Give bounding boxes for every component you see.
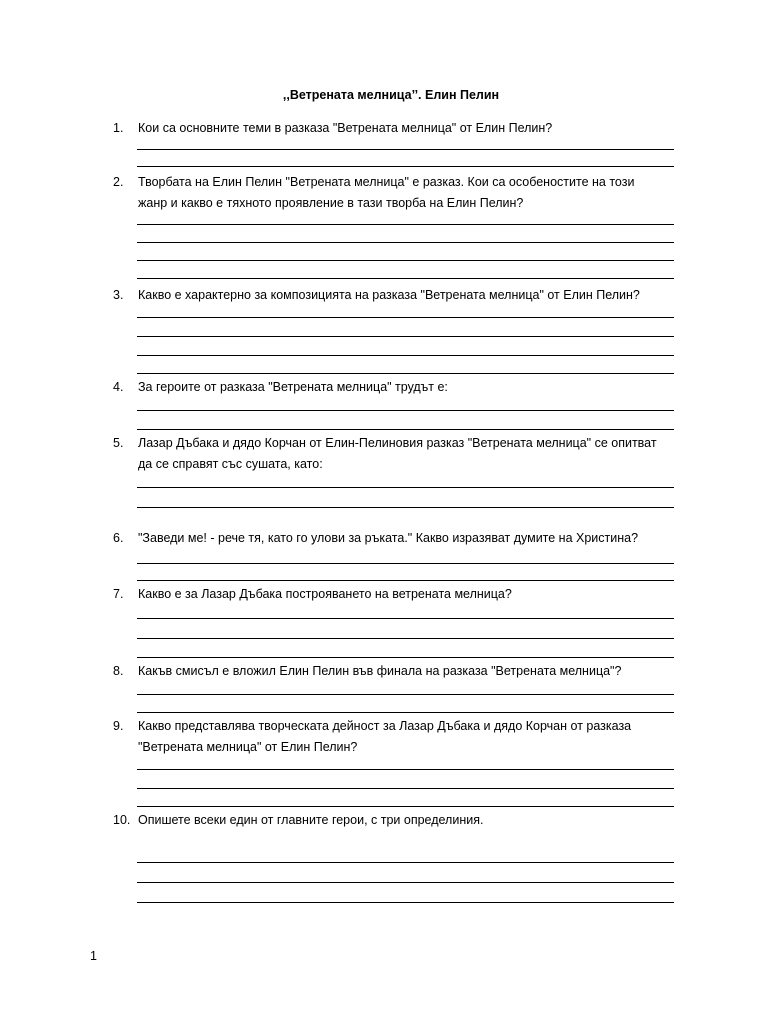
question-number: 5. (113, 436, 124, 450)
question-4 (113, 377, 678, 398)
answer-line[interactable] (137, 563, 674, 564)
answer-line[interactable] (137, 788, 674, 789)
question-6 (113, 528, 678, 549)
question-3 (113, 285, 678, 306)
answer-line[interactable] (137, 317, 674, 318)
question-number: 6. (113, 531, 124, 545)
question-text: За героите от разказа "Ветрената мелница" трудът е: (138, 380, 448, 394)
answer-line[interactable] (137, 507, 674, 508)
answer-line[interactable] (137, 166, 674, 167)
answer-line[interactable] (137, 638, 674, 639)
answer-line[interactable] (137, 769, 674, 770)
answer-line[interactable] (137, 278, 674, 279)
answer-line[interactable] (137, 806, 674, 807)
answer-line[interactable] (137, 580, 674, 581)
question-number: 7. (113, 587, 124, 601)
question-2 (113, 172, 678, 214)
question-number: 2. (113, 175, 124, 189)
question-8 (113, 661, 678, 682)
question-1 (113, 118, 678, 139)
question-text: Творбата на Елин Пелин "Ветрената мелница" е разказ. Кои са особеностите на този жанр и какво е тяхното проявление в тази творба на Елин Пелин? (138, 175, 635, 210)
question-text: Лазар Дъбака и дядо Корчан от Елин-Пелиновия разказ "Ветрената мелница" се опитват да се справят със сушата, като: (138, 436, 657, 471)
answer-line[interactable] (137, 410, 674, 411)
answer-line[interactable] (137, 355, 674, 356)
answer-line[interactable] (137, 336, 674, 337)
question-text: Какво е за Лазар Дъбака построяването на ветрената мелница? (138, 587, 512, 601)
question-number: 4. (113, 380, 124, 394)
answer-line[interactable] (137, 429, 674, 430)
question-10 (113, 810, 678, 831)
answer-line[interactable] (137, 224, 674, 225)
answer-line[interactable] (137, 487, 674, 488)
question-text: Кои са основните теми в разказа "Ветрената мелница" от Елин Пелин? (138, 121, 553, 135)
page-title: ,,Ветрената мелница’’. Елин Пелин (282, 88, 500, 102)
answer-line[interactable] (137, 694, 674, 695)
question-text: Опишете всеки един от главните герои, с три определиния. (138, 813, 484, 827)
question-number: 10. (113, 813, 131, 827)
question-number: 8. (113, 664, 124, 678)
answer-line[interactable] (137, 260, 674, 261)
answer-line[interactable] (137, 373, 674, 374)
question-number: 9. (113, 719, 124, 733)
question-number: 1. (113, 121, 124, 135)
answer-line[interactable] (137, 882, 674, 883)
answer-line[interactable] (137, 902, 674, 903)
question-number: 3. (113, 288, 124, 302)
question-text: "Заведи ме! - рече тя, като го улови за ръката." Какво изразяват думите на Христина? (138, 531, 639, 545)
answer-line[interactable] (137, 149, 674, 150)
question-text: Какво е характерно за композицията на разказа "Ветрената мелница" от Елин Пелин? (138, 288, 640, 302)
question-text: Какво представлява творческата дейност за Лазар Дъбака и дядо Корчан от разказа "Ветрената мелница" от Елин Пелин? (138, 719, 632, 754)
question-5 (113, 433, 678, 475)
answer-line[interactable] (137, 657, 674, 658)
answer-line[interactable] (137, 862, 674, 863)
question-text: Какъв смисъл е вложил Елин Пелин във финала на разказа "Ветрената мелница"? (138, 664, 622, 678)
question-7 (113, 584, 678, 605)
answer-line[interactable] (137, 712, 674, 713)
answer-line[interactable] (137, 618, 674, 619)
page-number: 1 (90, 949, 97, 963)
question-9 (113, 716, 678, 758)
answer-line[interactable] (137, 242, 674, 243)
